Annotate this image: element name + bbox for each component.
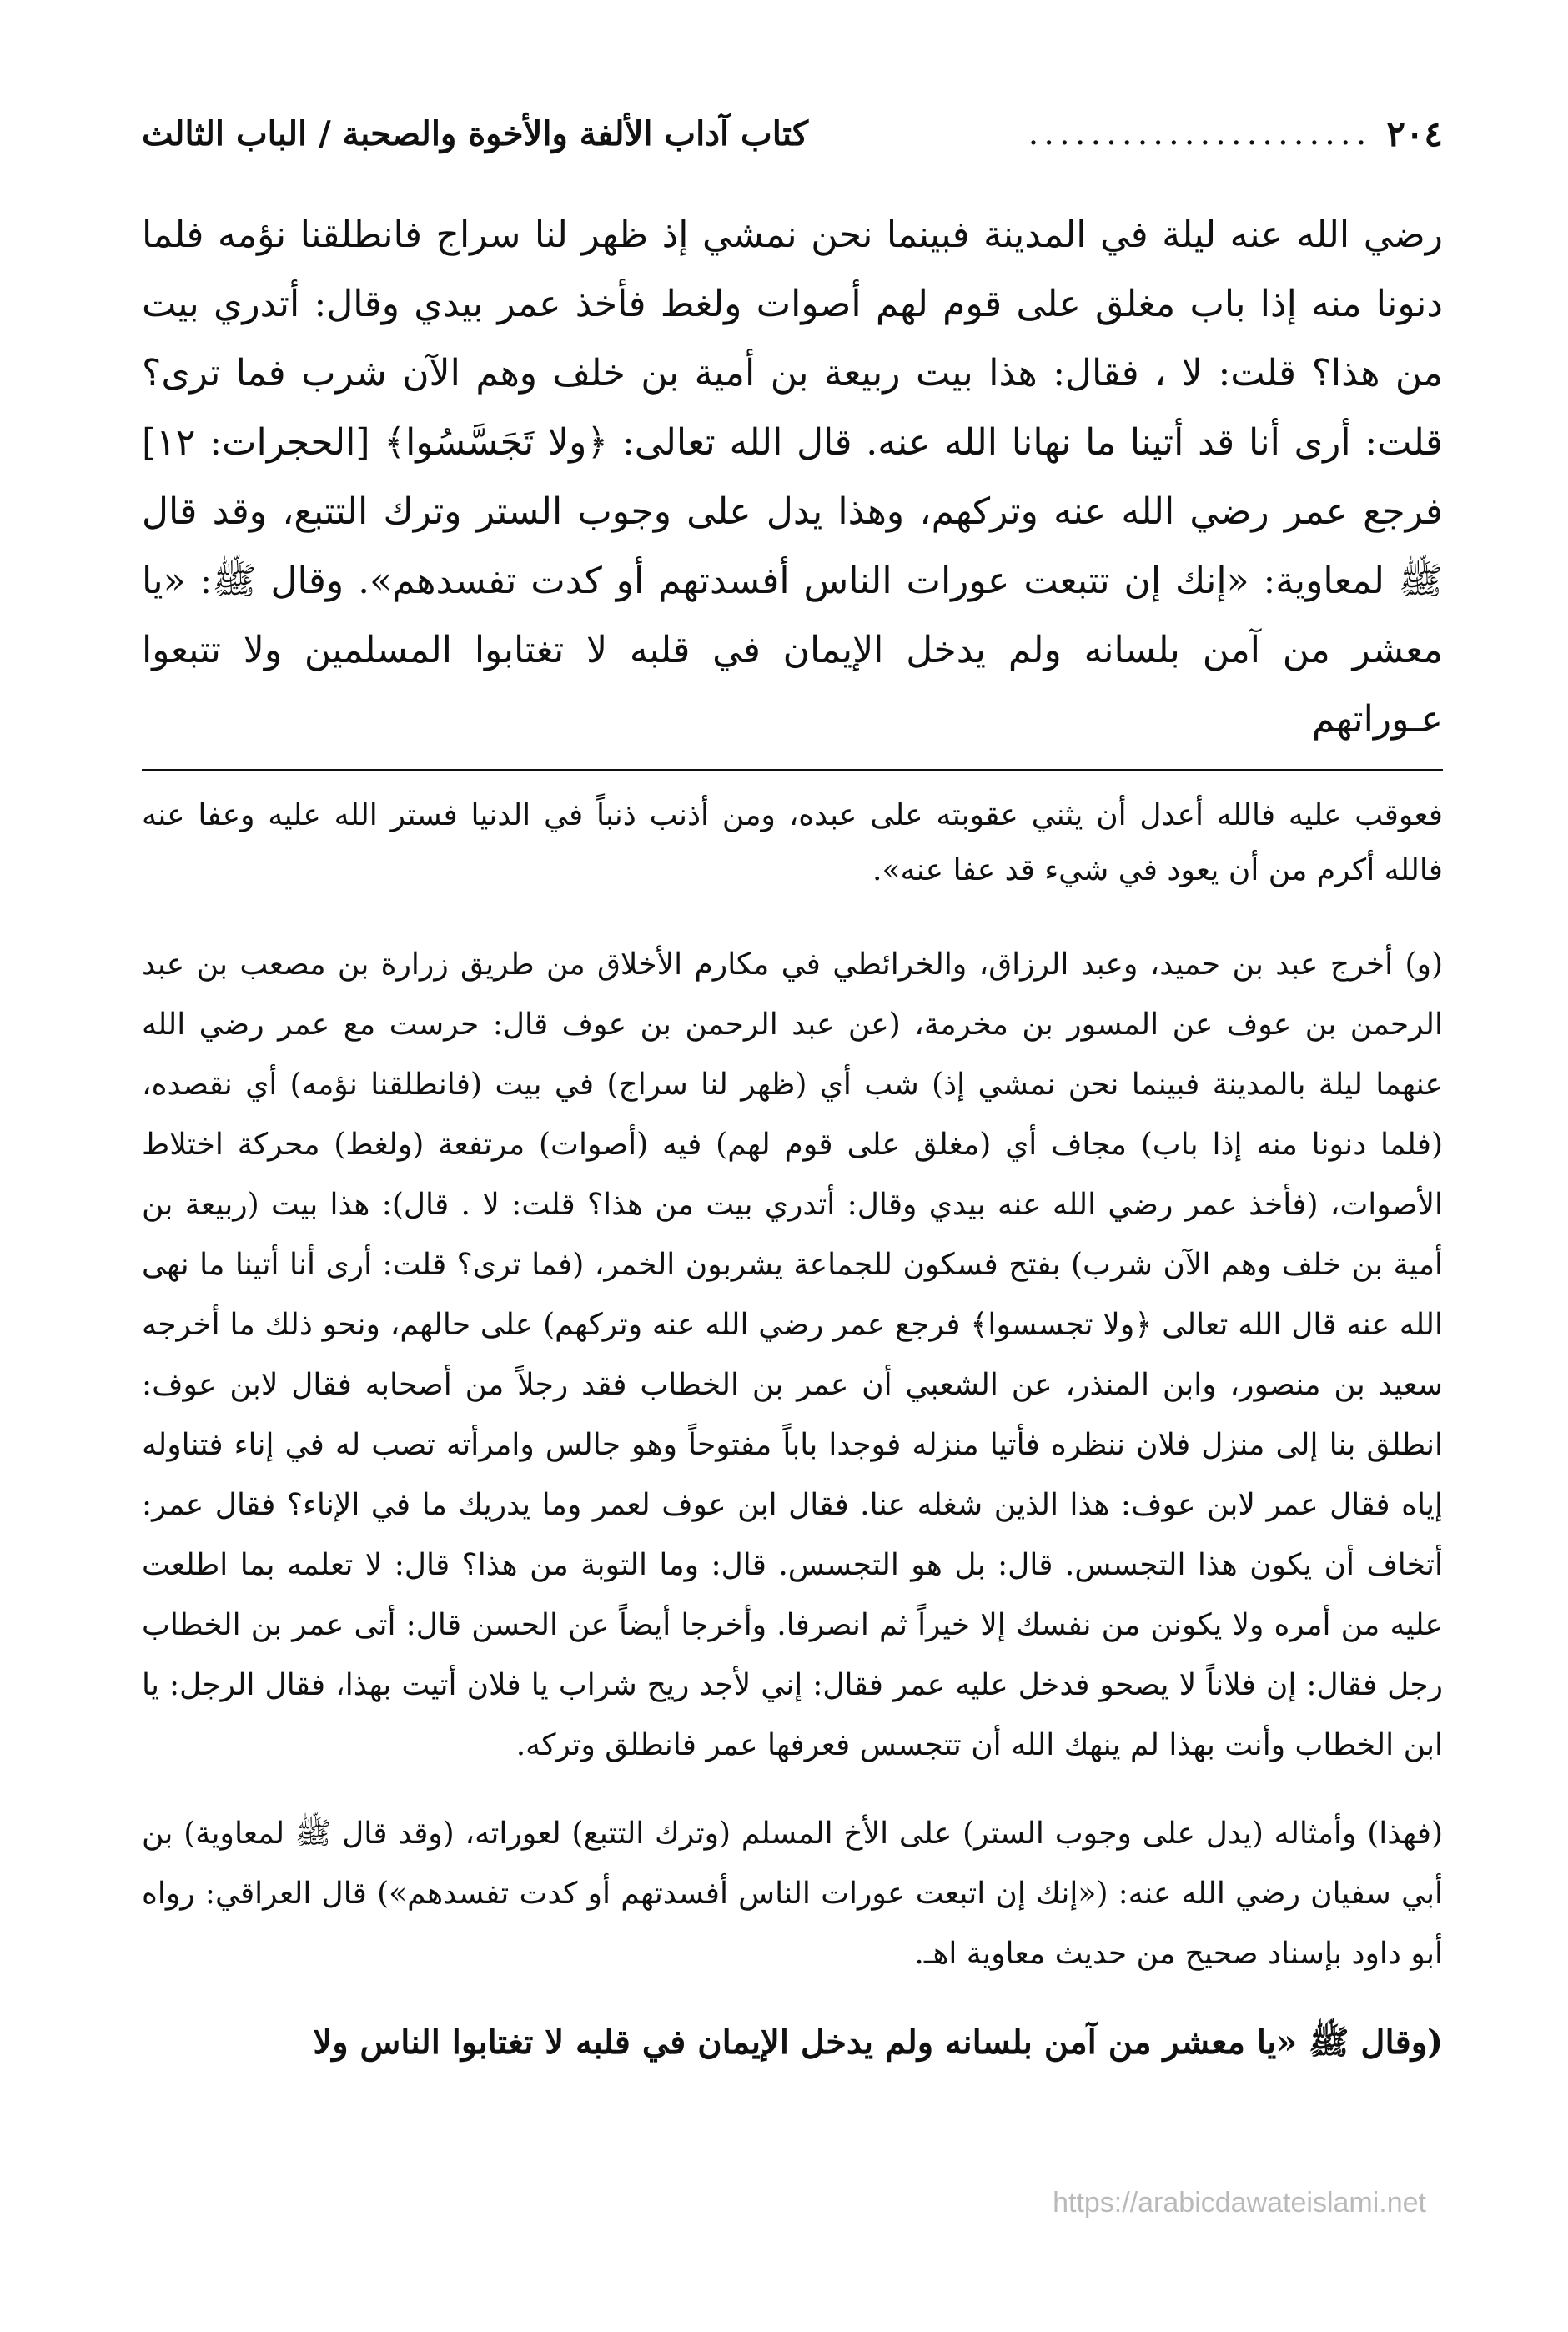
page-header xyxy=(142,100,1443,167)
page-number: ٢٠٤ xyxy=(1386,113,1443,154)
header-dots: ...................... xyxy=(1028,114,1372,153)
book-page xyxy=(142,100,1443,2269)
running-title: كتاب آداب الألفة والأخوة والصحبة / الباب الثالث xyxy=(142,113,809,153)
footnote-continuation: فعوقب عليه فالله أعدل أن يثني عقوبته على عبده، ومن أذنب ذنباً في الدنيا فستر الله عليه وعفا عنه فالله أكرم من أن يعود في شيء قد عفا عنه». xyxy=(142,798,1443,887)
commentary-paragraph-3: (وقال ﷺ «يا معشر من آمن بلسانه ولم يدخل الإيمان في قلبه لا تغتابوا الناس ولا xyxy=(313,2023,1443,2062)
separator-rule xyxy=(142,769,1443,771)
main-text: رضي الله عنه ليلة في المدينة فبينما نحن نمشي إذ ظهر لنا سراج فانطلقنا نؤمه فلما دنونا منه إذا باب مغلق على قوم لهم أصوات ولغط فأخذ عمر بيدي وقال: أتدري بيت من هذا؟ قلت: لا ، فقال: هذا بيت ربيعة بن أمية بن خلف وهم الآن شرب فما ترى؟ قلت: أرى أنا قد أتينا ما نهانا الله عنه. قال الله تعالى: ﴿ولا تَجَسَّسُوا﴾ [الحجرات: ١٢] فرجع عمر رضي الله عنه وتركهم، وهذا يدل على وجوب الستر وترك التتبع، وقد قال ﷺ لمعاوية: «إنك إن تتبعت عورات الناس أفسدتهم أو كدت تفسدهم». وقال ﷺ: «يا معشر من آمن بلسانه ولم يدخل الإيمان في قلبه لا تغتابوا المسلمين ولا تتبعوا عـوراتهم xyxy=(142,214,1443,741)
watermark-url: https://arabicdawateislami.net xyxy=(1053,2187,1426,2219)
commentary-paragraph-2: (فهذا) وأمثاله (يدل على وجوب الستر) على الأخ المسلم (وترك التتبع) لعوراته، (وقد قال ﷺ لمعاوية) بن أبي سفيان رضي الله عنه: («إنك إن اتبعت عورات الناس أفسدتهم أو كدت تفسدهم») قال العراقي: رواه أبو داود بإسناد صحيح من حديث معاوية اهـ. xyxy=(142,1817,1443,1971)
commentary-paragraph-1: (و) أخرج عبد بن حميد، وعبد الرزاق، والخرائطي في مكارم الأخلاق من طريق زرارة بن مصعب بن عبد الرحمن بن عوف عن المسور بن مخرمة، (عن عبد الرحمن بن عوف قال: حرست مع عمر رضي الله عنهما ليلة بالمدينة فبينما نحن نمشي إذ) شب أي (ظهر لنا سراج) في بيت (فانطلقنا نؤمه) أي نقصده، (فلما دنونا منه إذا باب) مجاف أي (مغلق على قوم لهم) فيه (أصوات) مرتفعة (ولغط) محركة اختلاط الأصوات، (فأخذ عمر رضي الله عنه بيدي وقال: أتدري بيت من هذا؟ قلت: لا . قال): هذا بيت (ربيعة بن أمية بن خلف وهم الآن شرب) بفتح فسكون للجماعة يشربون الخمر، (فما ترى؟ قلت: أرى أنا أتينا ما نهى الله عنه قال الله تعالى ﴿ولا تجسسوا﴾ فرجع عمر رضي الله عنه وتركهم) على حالهم، ونحو ذلك ما أخرجه سعيد بن منصور، وابن المنذر، عن الشعبي أن عمر بن الخطاب فقد رجلاً من أصحابه فقال لابن عوف: انطلق بنا إلى منزل فلان ننظره فأتيا منزله فوجدا باباً مفتوحاً وهو جالس وامرأته تصب له في إناء فتناوله إياه فقال عمر لابن عوف: هذا الذين شغله عنا. فقال ابن عوف لعمر وما يدريك ما في الإناء؟ فقال عمر: أتخاف أن يكون هذا التجسس. قال: بل هو التجسس. قال: وما التوبة من هذا؟ قال: لا تعلمه بما اطلعت عليه من أمره ولا يكونن من نفسك إلا خيراً ثم انصرفا. وأخرجا أيضاً عن الحسن قال: أتى عمر بن الخطاب رجل فقال: إن فلاناً لا يصحو فدخل عليه عمر فقال: إني لأجد ريح شراب يا فلان أتيت بهذا، فقال الرجل: يا ابن الخطاب وأنت بهذا لم ينهك الله أن تتجسس فعرفها عمر فانطلق وتركه. xyxy=(142,947,1443,1762)
